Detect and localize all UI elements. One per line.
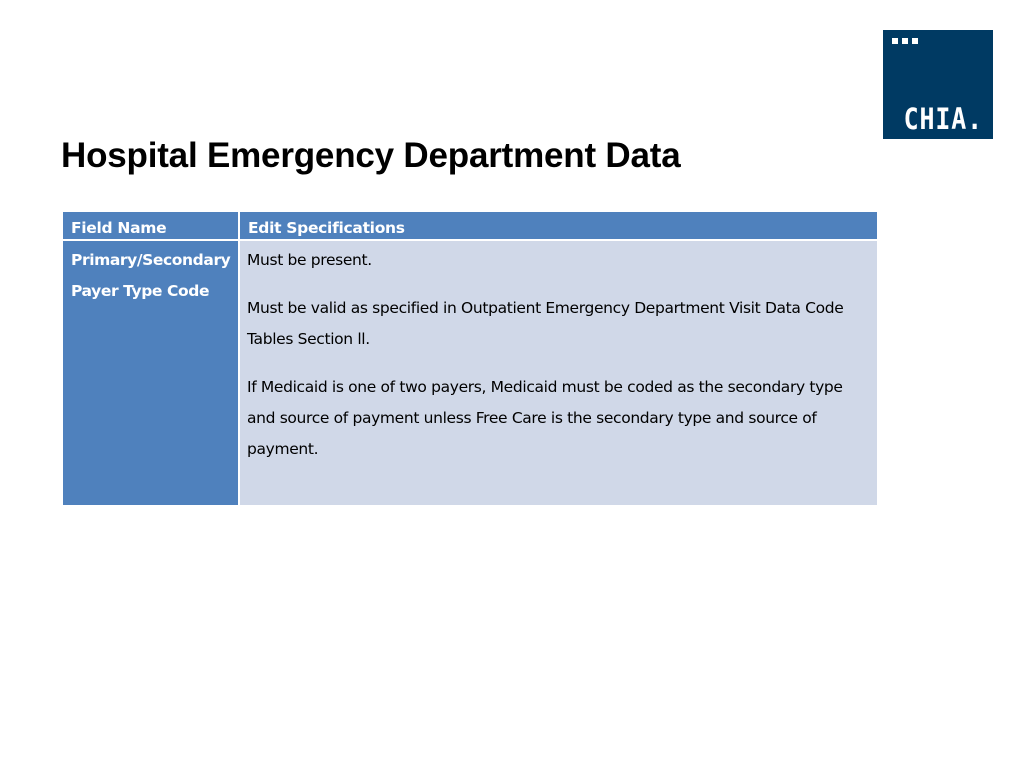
edit-specifications-cell <box>240 241 877 505</box>
logo-dot <box>892 38 898 44</box>
logo-dot <box>912 38 918 44</box>
logo-dots <box>892 38 918 44</box>
field-name-cell <box>63 241 238 505</box>
logo-dot <box>902 38 908 44</box>
field-name-line: Payer Type Code <box>71 282 210 300</box>
header-edit-specifications: Edit Specifications <box>240 212 877 239</box>
spec-paragraph: Must be valid as specified in Outpatient Emergency Department Visit Data Code Tables Section ll. <box>247 299 844 348</box>
field-name-line: Primary/Secondary <box>71 251 231 269</box>
edit-spec-table <box>63 212 877 505</box>
chia-logo <box>883 30 993 139</box>
header-field-name: Field Name <box>63 212 238 239</box>
spec-paragraph: If Medicaid is one of two payers, Medicaid must be coded as the secondary type and source of payment unless Free Care is the secondary type and source of payment. <box>247 378 843 458</box>
page-title: Hospital Emergency Department Data <box>61 136 681 175</box>
spec-paragraph: Must be present. <box>247 251 372 269</box>
logo-text: CHIA. <box>903 102 983 136</box>
